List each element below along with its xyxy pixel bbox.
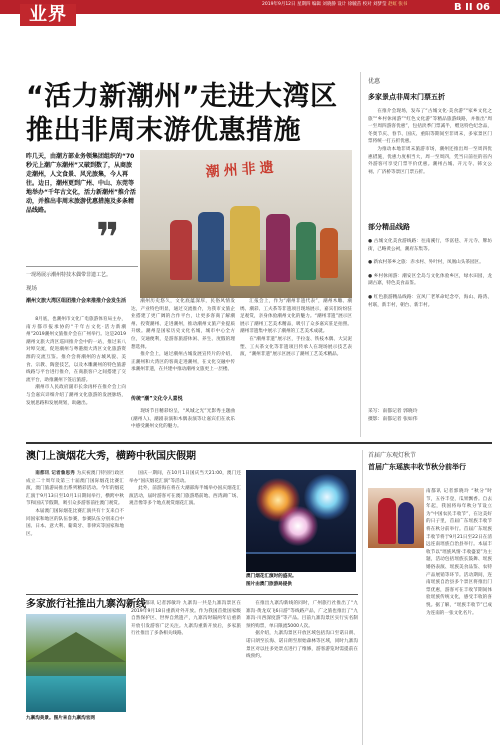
paragraph — [26, 470, 124, 508]
macau-photo-caption: 澳门烟花汇演时的盛况。 — [246, 574, 297, 579]
hero-caption: 一现场展示潮州特技木偶带非遗工艺。 — [26, 272, 112, 278]
macau-byline: 南都讯 记者詹思秀 — [35, 471, 75, 476]
route-item: ● 古城文化美食游线路：往南溪行，华富巷、开元寺、牌坊街，己略黄公祠，潮府东集等。 — [368, 239, 492, 252]
meta-highlight: 赵虹 张书 — [388, 2, 408, 7]
paragraph: 本届澳门国际烟花比赛汇演共有十支来自不同国家和地区的队伍参赛，参赛队伍分别来自中国、日本、意大利、葡萄牙、菲律宾等国家和地区。 — [26, 508, 124, 537]
quote-mark: ❞ — [96, 215, 114, 261]
route-item: ● 红色旅游精品线路：宣风厂老革命纪念亭，海山、路湾、村联，新丰村，朝台、新丰村。 — [368, 294, 492, 308]
paragraph: 为推动本地非周末旅游市场，潮州还推出周一至周四优惠措施，优惠力度相当大，周一至周四，凭当日前往的省内外游客可享受门票半价优惠。潮州古城、开元寺、韩文公祠、广济桥等景区门票五折。 — [368, 146, 492, 175]
mountain — [26, 632, 126, 662]
lantern-title: 首届广东瑶族丰收节秋分前举行 — [368, 463, 466, 471]
route-item: ● 新农村茶乡之旅：赤水村、外叶村，凤凰山头茶园区。 — [368, 260, 484, 266]
macau-photo-credit: 图片由澳门旅游局提供 — [246, 582, 292, 587]
paragraph: 据介绍，九寨沟景区开放区域包括沟口至诺日朗、诺日朗至长海、诺日朗至原始森林等区域，同时九寨沟景区对以往多处景点进行了维修，游客游览时需提前在线预约。 — [246, 631, 358, 660]
macau-photo — [246, 470, 356, 572]
section-divider — [26, 594, 358, 595]
macau-body-col1 — [26, 470, 124, 586]
reporter: 采写：南都记者 郭晓玲 — [368, 409, 418, 414]
column-tag: 现场 — [26, 286, 38, 292]
jiuzhai-photo — [26, 614, 126, 712]
page-number: B II 06 — [454, 2, 490, 13]
lead-body-col2c — [131, 408, 235, 432]
paragraph: 南都讯 记者郭敏玲 九寨沟一共是九寨沟景区在2019年9月18日重新对外开放。作为我国首批国家级自然保护区、世界自然遗产，九寨沟时隔两年后重新开放引发游客广泛关注。九寨沟重新开放后，多家旅行社推出了多条相关线路。 — [131, 601, 241, 637]
photographer: 摄影：南都记者 张如伟 — [368, 417, 418, 422]
headline-line-1: “活力新潮州”走进大湾区 — [26, 81, 338, 112]
paragraph: 现场节目精彩纷呈，“风城之光”光影秀主题曲(潮州人)、潮剧表演和木偶表演等让嘉宾们在欢乐中感受潮州文化的魅力。 — [131, 409, 235, 430]
hero-photo — [140, 150, 352, 298]
column-rule — [362, 450, 363, 745]
paragraph: 南都讯 记者郭晓玲 “秋分”时节，五谷丰登，瓜果飘香。自去年起，我国将每年秋分节设立为“中国农民丰收节”，在这美好的日子里，首届广东瑶族丰收节将在秋分前举行。首届广东瑶族丰收节将于9月21日至22日在清远连南瑶族自治县举行。本届丰收节以“瑶族风情·丰收盛宴”为主题，活动包括瑶族长鼓舞、瑶族婚俗表演、瑶族美食品鉴、农特产品展销等环节。活动期间，连南瑶族自治县多个景区将推出门票优惠，游客可在丰收节期间体验瑶族传统文化，感受丰收的喜悦。据了解，“瑶族丰收节”已成为连南的一张文化名片。 — [426, 489, 492, 616]
col2-subhead: 传统“潮”文化令人喜悦 — [131, 396, 183, 402]
headline-line-2: 推出非周末游优惠措施 — [26, 115, 301, 146]
lead-body-col2 — [131, 298, 235, 392]
lead-body-col3 — [240, 298, 352, 432]
masthead — [0, 0, 500, 28]
hero-performer — [266, 214, 290, 282]
jiuzhai-body-col1 — [131, 600, 241, 740]
paragraph: 国庆一期间，在10月1日国庆当天21:00，澳门还举办“国庆烟花汇演”等活动。 — [129, 471, 241, 484]
hero-performer — [198, 212, 224, 282]
hero-performer — [230, 206, 260, 286]
hero-performer — [170, 220, 192, 280]
masthead-meta — [262, 2, 407, 9]
paragraph: 汇报会上，作为“潮州非遗代表”，潮州木雕、潮绣、潮彩、工夫茶等非遗项目现场展示，嘉宾们纷纷驻足观赏，亲身体验潮州文化的魅力。“潮州非遗”展示区展示了潮州工艺美术精品，吸引了众多嘉宾驻足拍照。潮州非遗集中展示了潮州的工艺美术成就。 — [240, 299, 352, 335]
routes-list — [368, 238, 492, 408]
section-divider — [26, 442, 492, 444]
hero-performer — [296, 222, 316, 280]
meta-line: 2019年9月12日 星期四 编辑 刘晓静 设计 徐毓苗 校对 刘梦莹 — [262, 2, 387, 7]
paragraph: 潮州市人民政府副市长余再杯在推介会上向与会嘉宾详细介绍了潮州文化旅游的发展脉络，发展思路和发展规划，助融出。 — [26, 385, 126, 406]
right-body — [368, 108, 492, 204]
macau-title: 澳门上演烟花大秀，横跨中秋国庆假期 — [26, 451, 196, 462]
jiuzhai-photo-caption: 九寨沟美景。图片来自九寨沟官网 — [26, 716, 95, 721]
paragraph: 潮州历史悠久，文化底蕴深厚，民俗风情发达，产业特色明显，通过交流推介，为我市文旅企业搭建了更广阔的合作平台，让更多客商了解潮州、投资潮州、走进潮州，推动潮州文旅产业提质升级。潮州是国家历史文化名城，城市中心全方位，交通便利，是游客旅游休闲、养生、度假的理想选择。 — [131, 299, 235, 350]
routes-title: 部分精品线路 — [368, 223, 410, 231]
hero-sign: 潮州非遗 — [205, 159, 279, 181]
city-skyline — [246, 552, 356, 572]
section-badge: 业界 — [20, 4, 76, 26]
lead-body-col1 — [26, 316, 126, 432]
macau-body-col2 — [129, 470, 241, 586]
right-byline — [368, 408, 492, 424]
firework — [278, 506, 318, 546]
lead-headline — [26, 80, 346, 148]
jiuzhai-body-col2 — [246, 600, 358, 740]
column-rule — [360, 72, 361, 437]
paragraph: 在推出九寨沟新线的同时，广州旅行社推出了“九寨沟·黄龙双飞6日游”等线路产品，广之旅也推出了“九寨沟·川西深度游”等产品。目前九寨沟景区实行实名制预约购票，单日限流5000人次。 — [246, 601, 358, 629]
lead-subhead: 潮州文旅大湾区组团推介会来推推介会发生活 — [26, 298, 127, 304]
lead-paragraph: 昨几天，由潮方部业务领集团组织的“70秒元上潮广东潮州”又破到数了，从商旅走潮州，人文食景、风光旅集，今人再往。边日，潮州更到广州、中山、东莞等地举办“千年古文化，活力新潮州”推介活动，并推出非周末旅游优惠措施及多条精品线路。 — [26, 153, 136, 214]
lantern-tag: 首届广东观灯秋节 — [368, 452, 417, 459]
paragraph: 推介会上，通过潮州古城发展宣传片的介绍，正潮州和大湾区的客商走进潮州，在文化交融中传承潮州非遗，在共建中推动潮州文旅更上一层楼。 — [131, 352, 235, 373]
right-title: 多家景点非周末门票五折 — [368, 93, 445, 101]
paragraph: 8月底，也潮州市文化广电旅游体育局主办，南方都市报承协的“千年古文化·活力新潮州”2019潮州文旅推介会在广州举行。这是2019潮州文旅大湾区巡回推介会中的一站，推过来八对埠交流，促进潮州与粤港澳大湾区文化旅游资源的交流互鉴。推介会将潮州的古城风貌、美食、宗教、陶瓷技艺，以及木雕潮州的特色旅游线路与平台进行推介，在商旅客户之间搭建了交流平台，助推潮州下签后旅游。 — [26, 317, 126, 383]
paragraph: 在推介会现场，发布了“古城文化·美食游”“家乡文化之旅”“乡村休闲游”“红色文化游”等精品旅游线路，并推出“周一至周四游客优惠”，包括淡季门票减半，赠送特色纪念品，冬奥节庆、春节、国庆、重阳等期间至非周末，多家景区门票将统一打五折优惠。 — [368, 109, 492, 145]
macau-body1: 为庆祝澳门特别行政区成立二十周年及第三十届澳门国际烟花比赛汇演，澳门旅游局推出系列精彩活动。今年的烟花汇演于9月13日至10月1日期间举行，横跨中秋节和国庆节假期，吸引众多游客前往澳门观赏。 — [26, 471, 124, 507]
paragraph: 在“潮州非遗”展示区，手拉壶、铁枝木偶、大吴泥塑、工夫茶文化等非遗项目传承人在现场展示技艺表演，“潮州非遗”展示区展示了潮州工艺美术精品。 — [240, 336, 352, 358]
lantern-body — [368, 488, 492, 743]
hero-performer — [320, 228, 338, 278]
lake — [26, 676, 126, 712]
jiuzhai-title: 多家旅行社推出九寨沟新线 — [26, 599, 146, 610]
caption-rule — [26, 266, 138, 267]
right-tag: 优惠 — [368, 78, 381, 85]
route-item: ● 乡村休闲游：潮安区全岛与文化体验乡区，绿水田园，龙湖古寨，特色美食品鉴。 — [368, 273, 492, 287]
paragraph: 此外，前游海在将在大潮部海半城举办国庆烟花汇演活动，届时游客可在澳门旅游塔前地、西湾湖广场、观音像等多个地点观赏烟花汇演。 — [129, 486, 241, 507]
